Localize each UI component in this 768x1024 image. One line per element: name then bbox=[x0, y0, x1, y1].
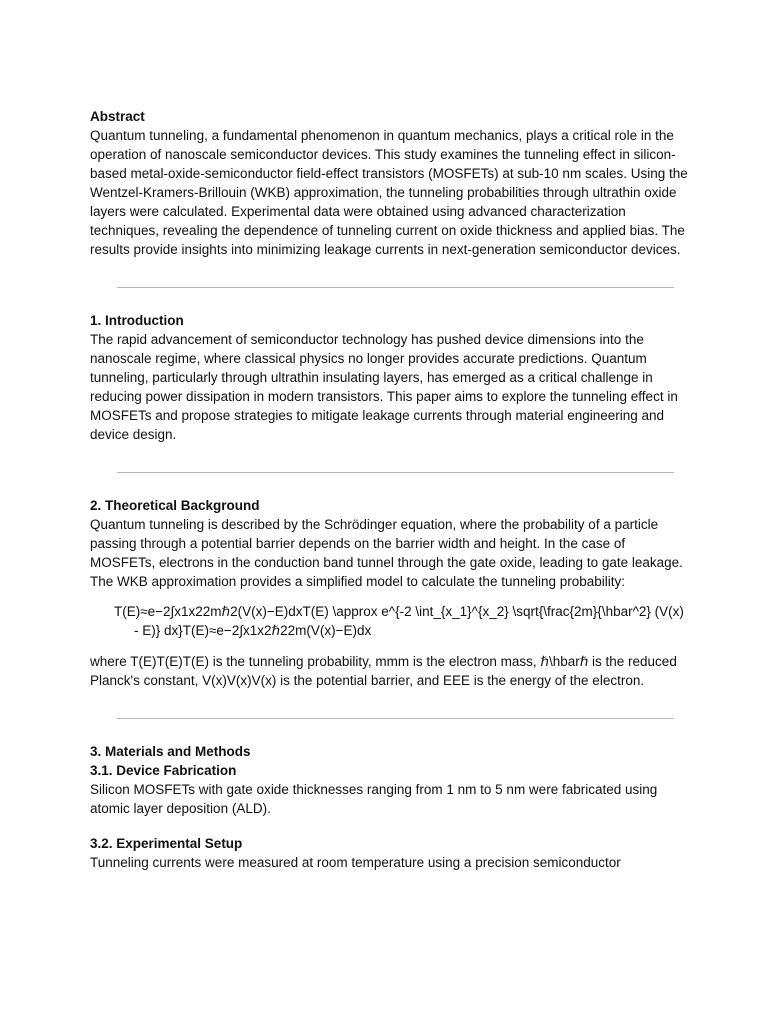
theory-text: Quantum tunneling is described by the Schrödinger equation, where the probability of a particle passing through a potential barrier depends on the barrier width and height. In the case of MOSFETs, electrons in the conduction band tunnel through the gate oxide, leading to gate leakage. The WKB approximation provides a simplified model to calculate the tunneling probability: bbox=[90, 517, 683, 589]
introduction-text: The rapid advancement of semiconductor technology has pushed device dimensions into the nanoscale regime, where classical physics no longer provides accurate predictions. Quantum tunneling, particularly through ultrathin insulating layers, has emerged as a critical challenge in reducing power dissipation in modern transistors. This paper aims to explore the tunneling effect in MOSFETs and propose strategies to mitigate leakage currents through material engineering and device design. bbox=[90, 332, 678, 442]
wkb-equation: T(E)≈e−2∫x1x22mℏ2(V(x)−E)dxT(E) \approx e^{-2 \int_{x_1}^{x_2} \sqrt{\frac{2m}{\hbar^2} (V(x) - E)} dx}T(E)≈e−2∫x1x2ℏ22m(V(x)−E)dx bbox=[114, 604, 684, 638]
fabrication-text: Silicon MOSFETs with gate oxide thicknesses ranging from 1 nm to 5 nm were fabricated using atomic layer deposition (ALD). bbox=[90, 782, 658, 816]
methods-heading: 3. Materials and Methods bbox=[90, 744, 251, 759]
introduction-section bbox=[90, 311, 690, 444]
paper-page bbox=[90, 107, 690, 872]
equation-explanation: where T(E)T(E)T(E) is the tunneling probability, mmm is the electron mass, ℏ\hbarℏ is the reduced Planck's constant, V(x)V(x)V(x) is the potential barrier, and EEE is the energy of the electron. bbox=[90, 654, 677, 688]
abstract-heading: Abstract bbox=[90, 109, 145, 124]
introduction-heading: 1. Introduction bbox=[90, 313, 184, 328]
theory-heading: 2. Theoretical Background bbox=[90, 498, 260, 513]
theory-section bbox=[90, 496, 690, 690]
abstract-text: Quantum tunneling, a fundamental phenomenon in quantum mechanics, plays a critical role in the operation of nanoscale semiconductor devices. This study examines the tunneling effect in silicon-based metal-oxide-semiconductor field-effect transistors (MOSFETs) at sub-10 nm scales. Using the Wentzel-Kramers-Brillouin (WKB) approximation, the tunneling probabilities through ultrathin oxide layers were calculated. Experimental data were obtained using advanced characterization techniques, revealing the dependence of tunneling current on oxide thickness and applied bias. The results provide insights into minimizing leakage currents in next-generation semiconductor devices. bbox=[90, 128, 688, 257]
abstract-section bbox=[90, 107, 690, 259]
methods-section bbox=[90, 742, 690, 872]
fabrication-heading: 3.1. Device Fabrication bbox=[90, 763, 237, 778]
setup-text: Tunneling currents were measured at room temperature using a precision semiconductor bbox=[90, 855, 621, 870]
setup-heading: 3.2. Experimental Setup bbox=[90, 836, 243, 851]
